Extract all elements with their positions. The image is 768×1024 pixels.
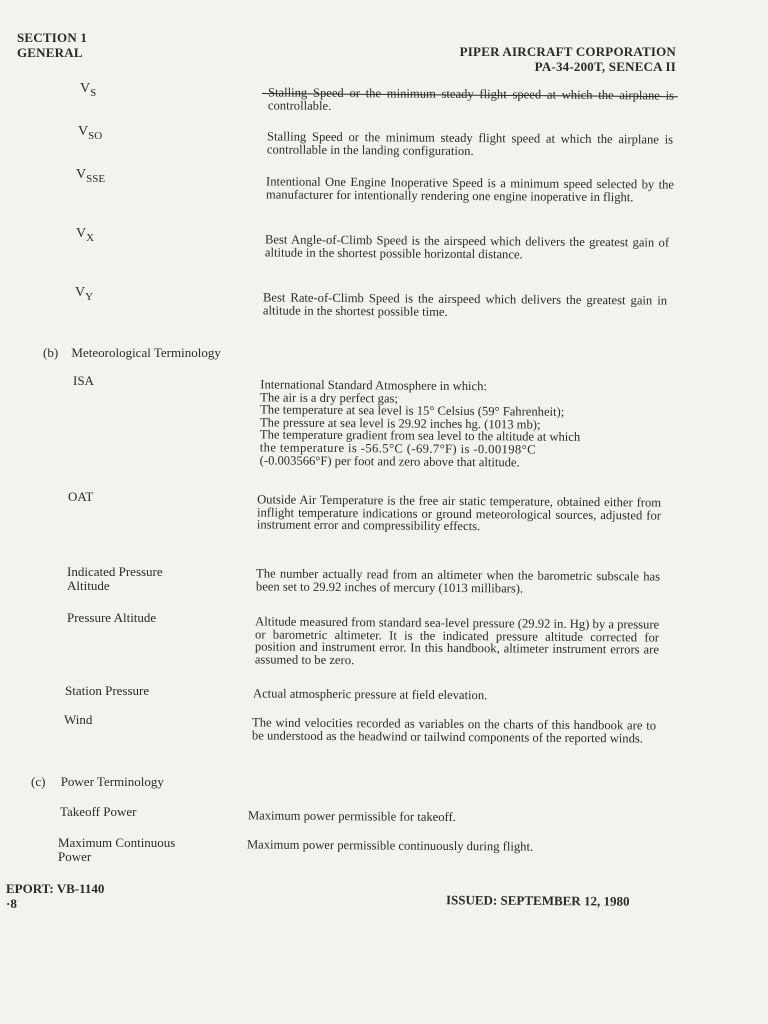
term-pressure-altitude: Pressure Altitude: [67, 610, 157, 625]
term-takeoff-power: Takeoff Power: [60, 804, 137, 819]
meteorological-heading: [43, 346, 221, 360]
subsection-marker: (b): [43, 345, 59, 360]
subsection-title: Meteorological Terminology: [71, 345, 221, 360]
definition-vs: Stalling Speed or the minimum steady flight speed at which the airplane is controllable.: [267, 85, 675, 113]
term-wind: Wind: [64, 712, 93, 727]
definition-station-pressure: Actual atmospheric pressure at field elevation.: [252, 686, 488, 703]
term-vsse: $V_{SSE}$: [76, 167, 106, 185]
definition-takeoff-power: Maximum power permissible for takeoff.: [247, 808, 456, 825]
definition-vx: Best Angle-of-Climb Speed is the airspeed which delivers the greatest gain of altitude in the shortest possible horizontal distance.: [264, 232, 670, 262]
section-name: GENERAL: [17, 45, 83, 60]
definition-wind: The wind velocities recorded as variables on the charts of this handbook are to be understood as the headwind or tailwind components of the reported winds.: [251, 715, 657, 746]
company-name: PIPER AIRCRAFT CORPORATION: [459, 44, 676, 59]
definition-isa: International Standard Atmosphere in which: The air is a dry perfect gas; The temperature at sea level is 15° Celsius (59° Fahrenheit); The pressure at sea level is 29.92 inches hg. (1013 mb); The temperature gradient from sea level to the altitude at which the temperature is -56.5°C (-69.7°F) is -0.00198°C (-0.003566°F) per foot and zero above that altitude.: [259, 377, 581, 470]
issue-date: ISSUED: SEPTEMBER 12, 1980: [445, 892, 630, 909]
aircraft-model: PA-34-200T, SENECA II: [534, 59, 676, 74]
subsection-title: Power Terminology: [60, 774, 164, 789]
report-number: EPORT: VB-1140 ·8: [6, 881, 105, 911]
definition-vsse: Intentional One Engine Inoperative Speed is a minimum speed selected by the manufacturer for intentionally rendering one engine inoperative in flight.: [265, 174, 675, 204]
company-header: [460, 44, 676, 74]
term-vs: $V_S$: [80, 81, 97, 99]
term-vso: $V_{SO}$: [78, 124, 103, 142]
term-vx: $V_X$: [76, 226, 95, 244]
term-vy: $V_Y$: [75, 285, 94, 303]
term-isa: ISA: [73, 373, 94, 388]
definition-oat: Outside Air Temperature is the free air static temperature, obtained either from inflight temperature indications or ground meteorological sources, adjusted for instrument error and compressibility effects.: [256, 492, 662, 534]
term-maximum-continuous-power: Maximum Continuous Power: [58, 835, 176, 864]
definition-vy: Best Rate-of-Climb Speed is the airspeed which delivers the greatest gain in altitude in the shortest possible time.: [262, 290, 668, 319]
section-number: SECTION 1: [17, 30, 88, 45]
term-oat: OAT: [68, 489, 94, 504]
term-indicated-pressure-altitude: Indicated Pressure Altitude: [67, 564, 163, 593]
subsection-marker: (c): [31, 774, 46, 789]
term-station-pressure: Station Pressure: [65, 683, 150, 698]
definition-pressure-altitude: Altitude measured from standard sea-level pressure (29.92 in. Hg) by a pressure or barometric altimeter. It is the indicated pressure altitude corrected for position and instrument error. In this handbook, altimeter instrument errors are assumed to be zero.: [254, 614, 660, 667]
section-header: [17, 30, 87, 60]
power-heading: [31, 775, 164, 789]
page-number: ·8: [6, 896, 17, 911]
definition-indicated-pressure-altitude: The number actually read from an altimeter when the barometric subscale has been set to 29.92 inches of mercury (1013 millibars).: [255, 566, 661, 596]
definition-vso: Stalling Speed or the minimum steady flight speed at which the airplane is controllable in the landing configuration.: [266, 129, 674, 158]
definition-maximum-continuous-power: Maximum power permissible continuously during flight.: [246, 837, 534, 854]
